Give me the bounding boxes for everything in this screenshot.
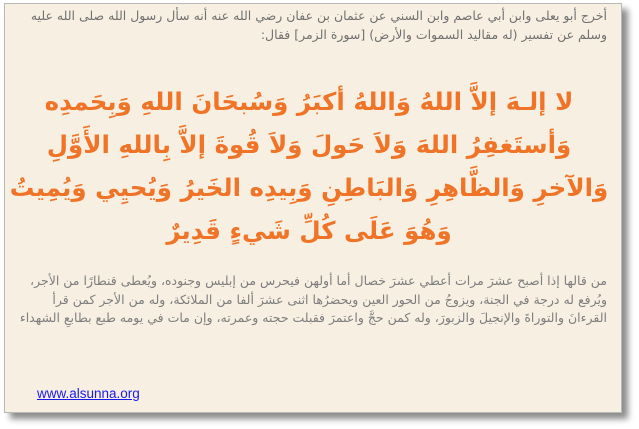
- dhikr-text: لا إلـهَ إلاَّ اللهُ وَاللهُ أكبَرُ وَسُبحَانَ اللهِ وَبِحَمدِه وَأستَغفِرُ اللهَ وَلاَ حَولَ وَلاَ قُوةَ إلاَّ بِاللهِ الأَوَّلِ وَالآخرِ وَالظَّاهِرِ وَالبَاطِنِ وَبِيدِه الخَيرُ وَيُحيِي وَيُمِيتُ وَهُوَ عَلَى كُلِّ شَيءٍ قَدِيرٌ: [9, 87, 609, 245]
- website-link[interactable]: www.alsunna.org: [37, 386, 140, 401]
- intro-text: أخرج أبو يعلى وابن أبي عاصم وابن السني عن عثمان بن عفان رضي الله عنه أنه سأل رسول الله صلى الله عليه وسلم عن تفسير (له مقاليد السموات والأرض) [سورة الزمر] فقال:: [30, 8, 607, 42]
- content-card: [4, 3, 622, 413]
- reward-text: من قالها إذا أصبح عشرَ مرات أعطي عشرَ خصال أما أولهن فيحرس من إبليس وجنوده، ويُعطى قنطارًا من الأجر، ويُرفع له درجة في الجنة، ويزوجُ من الحور العين ويحضرُها اثنى عشرَ ألفا من الملائكة، وله من الأجر كمن قرأ القرءانَ والتوراةَ والإنجيلَ والزبورَ، وله كمن حجَّ واعتمرَ فقبلت حجته وعمرته، وإن مات في يومه طبع بطابعِ الشهداء: [19, 273, 607, 325]
